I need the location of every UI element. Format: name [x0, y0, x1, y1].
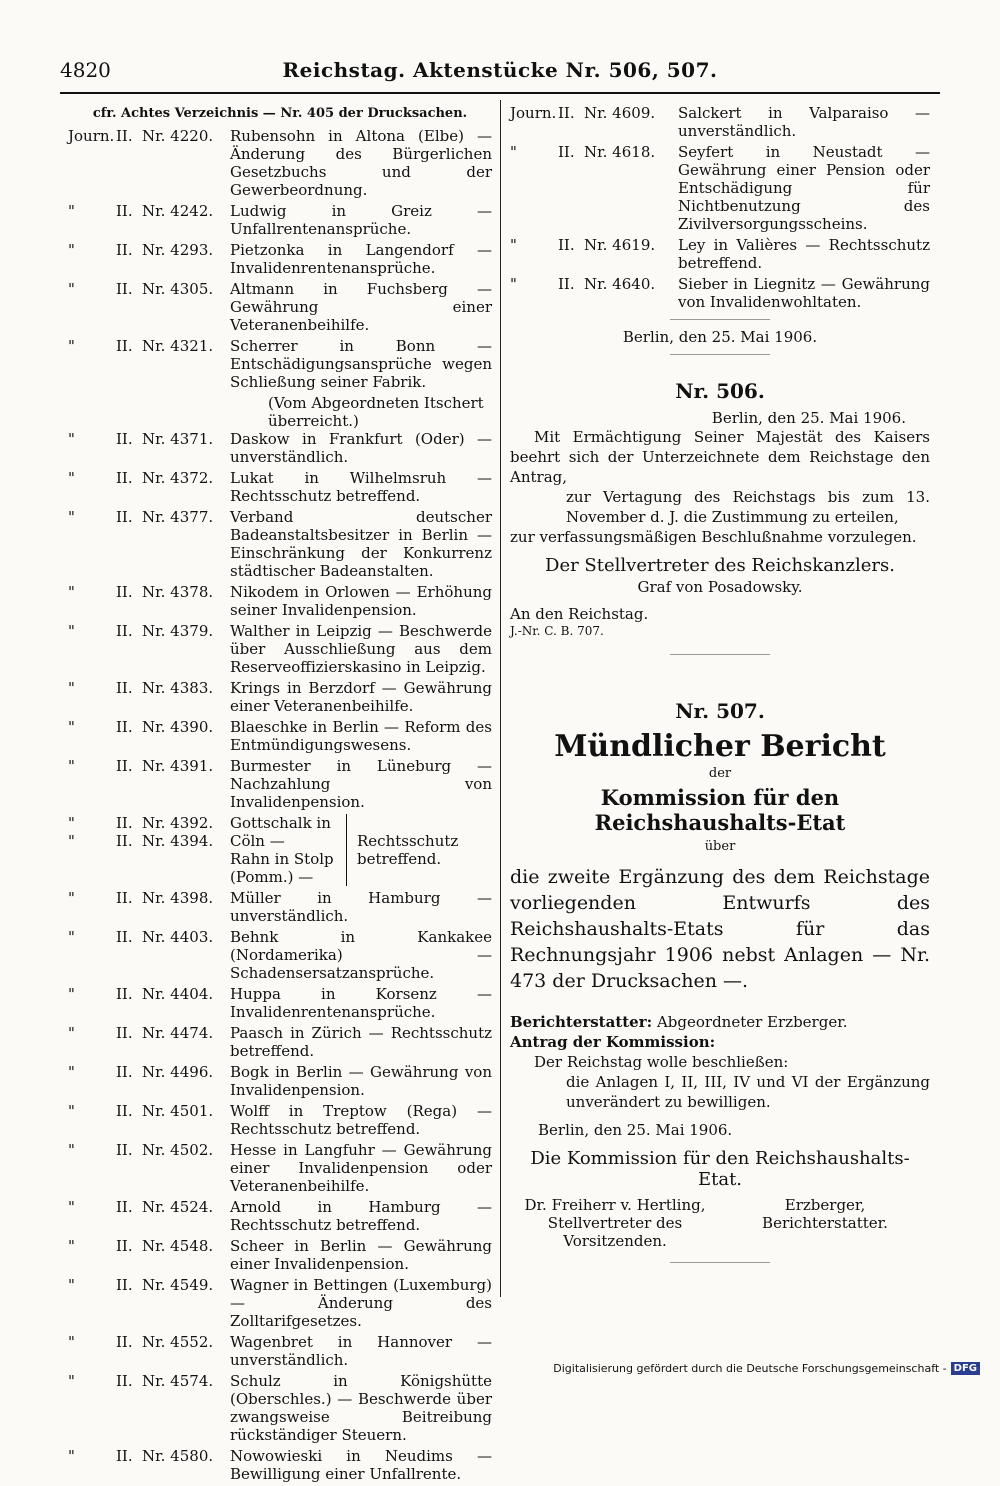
journal-entry [68, 718, 492, 754]
journal-type: II. [116, 1372, 133, 1390]
ditto-mark: " [68, 280, 75, 298]
journal-number: Nr. 4372. [142, 469, 214, 487]
ditto-mark: " [68, 985, 75, 1003]
doc-506-date: Berlin, den 25. Mai 1906. [711, 409, 906, 427]
journal-number: Nr. 4580. [142, 1447, 214, 1465]
ditto-mark: " [68, 832, 75, 850]
footer [553, 1362, 980, 1375]
reporter-name: Abgeordneter Erzberger. [656, 1013, 848, 1031]
journal-type: II. [116, 889, 133, 907]
signature-2 [720, 1196, 930, 1250]
journal-type: II. [116, 1333, 133, 1351]
journal-number: Nr. 4394. [142, 832, 214, 850]
ditto-mark: Journ. [68, 127, 115, 145]
signer-name: Erzberger, [784, 1196, 866, 1214]
journal-entry [68, 202, 492, 238]
ditto-mark: " [510, 275, 517, 293]
journal-description: Müller in Hamburg — unverständlich. [230, 889, 492, 925]
dfg-logo-icon: DFG [951, 1362, 980, 1375]
journal-number: Nr. 4501. [142, 1102, 214, 1120]
journal-description: Ley in Valières — Rechtsschutz betreffend. [678, 236, 930, 272]
journal-number: Nr. 4391. [142, 757, 214, 775]
doc-507-date: Berlin, den 25. Mai 1906. [538, 1121, 733, 1139]
bracket-row [68, 814, 230, 832]
petitioner-name: Gottschalk in Cöln — [230, 814, 331, 850]
doc-507-signatures [510, 1196, 930, 1250]
journal-entry [68, 1063, 492, 1099]
journal-description: Hesse in Langfuhr — Gewährung einer Invalidenpension oder Veteranenbeihilfe. [230, 1141, 492, 1195]
journal-entry [68, 241, 492, 277]
journal-description: Nikodem in Orlowen — Erhöhung seiner Invalidenpension. [230, 583, 492, 619]
journal-number: Nr. 4618. [584, 143, 656, 161]
journal-type: II. [116, 1237, 133, 1255]
journal-type: II. [558, 104, 575, 122]
journal-entry [68, 679, 492, 715]
journal-description: Lukat in Wilhelmsruh — Rechtsschutz betreffend. [230, 469, 492, 505]
journal-entry [68, 985, 492, 1021]
doc-506-heading: Nr. 506. [675, 379, 765, 403]
ditto-mark: " [68, 583, 75, 601]
journal-number: Nr. 4524. [142, 1198, 214, 1216]
journal-number: Nr. 4404. [142, 985, 214, 1003]
ditto-mark: " [68, 889, 75, 907]
ditto-mark: " [68, 1141, 75, 1159]
ditto-mark: " [68, 679, 75, 697]
doc-507-heading: Nr. 507. [675, 699, 765, 723]
journal-entry [68, 1102, 492, 1138]
doc-506-para2: zur verfassungsmäßigen Beschlußnahme vorzulegen. [510, 528, 917, 546]
journal-type: II. [116, 202, 133, 220]
doc-507-reporter [510, 1012, 930, 1032]
journal-entry [510, 236, 930, 272]
ditto-mark: " [68, 622, 75, 640]
ditto-mark: " [510, 143, 517, 161]
journal-type: II. [116, 622, 133, 640]
signer-role: Stellvertreter des Vorsitzenden. [547, 1214, 683, 1250]
journal-type: II. [116, 718, 133, 736]
journal-description: Krings in Berzdorf — Gewährung einer Veteranenbeihilfe. [230, 679, 492, 715]
journal-type: II. [116, 1102, 133, 1120]
right-column [510, 104, 930, 1271]
journal-number: Nr. 4383. [142, 679, 214, 697]
journal-description: Wolff in Treptow (Rega) — Rechtsschutz betreffend. [230, 1102, 492, 1138]
journal-type: II. [116, 127, 133, 145]
journal-type: II. [116, 928, 133, 946]
journal-description: Seyfert in Neustadt — Gewährung einer Pension oder Entschädigung für Nichtbenutzung des Zivilversorgungsscheins. [678, 143, 930, 233]
ditto-mark: " [68, 337, 75, 355]
journal-entry [68, 889, 492, 925]
journal-entry [68, 928, 492, 982]
journal-entry [510, 143, 930, 233]
journal-description: Paasch in Zürich — Rechtsschutz betreffend. [230, 1024, 492, 1060]
journal-type: II. [558, 236, 575, 254]
ditto-mark: " [68, 1198, 75, 1216]
ditto-mark: " [68, 469, 75, 487]
journal-number: Nr. 4242. [142, 202, 214, 220]
doc-507-title: Mündlicher Bericht [554, 729, 886, 764]
doc-506-ref: J.-Nr. C. B. 707. [510, 624, 604, 638]
journal-description: Schulz in Königshütte (Oberschles.) — Beschwerde über zwangsweise Beitreibung rückständiger Steuern. [230, 1372, 492, 1444]
journal-list-1 [68, 127, 492, 811]
journal-description: Blaeschke in Berlin — Reform des Entmündigungswesens. [230, 718, 492, 754]
ditto-mark: " [68, 928, 75, 946]
journal-number: Nr. 4619. [584, 236, 656, 254]
ditto-mark: " [68, 1372, 75, 1390]
doc-506-para: Mit Ermächtigung Seiner Majestät des Kaisers beehrt sich der Unterzeichnete dem Reichstage den Antrag, [510, 428, 930, 486]
ditto-mark: " [68, 814, 75, 832]
journal-description: Daskow in Frankfurt (Oder) — unverständlich. [230, 430, 492, 466]
journal-description: Altmann in Fuchsberg — Gewährung einer Veteranenbeihilfe. [230, 280, 492, 334]
journal-number: Nr. 4398. [142, 889, 214, 907]
journal-type: II. [116, 1141, 133, 1159]
journal-type: II. [116, 583, 133, 601]
ditto-mark: " [68, 241, 75, 259]
page-header [60, 58, 940, 88]
entry-note: (Vom Abgeordneten Itschert überreicht.) [268, 394, 484, 430]
journal-type: II. [116, 985, 133, 1003]
journal-entry [68, 583, 492, 619]
journal-type: II. [116, 469, 133, 487]
journal-type: II. [116, 1063, 133, 1081]
ditto-mark: " [510, 236, 517, 254]
journal-number: Nr. 4378. [142, 583, 214, 601]
journal-description: Walther in Leipzig — Beschwerde über Ausschließung aus dem Reserveoffizierskasino in Leipzig. [230, 622, 492, 676]
journal-number: Nr. 4293. [142, 241, 214, 259]
petitioner-name: Rahn in Stolp (Pomm.) — [230, 850, 334, 886]
journal-type: II. [116, 1024, 133, 1042]
journal-entry [510, 104, 930, 140]
ditto-mark: " [68, 1102, 75, 1120]
header-rule [60, 92, 940, 94]
journal-description: Scherrer in Bonn — Entschädigungsansprüche wegen Schließung seiner Fabrik. [230, 337, 492, 391]
journal-entry [68, 430, 492, 466]
journal-entry [68, 1024, 492, 1060]
running-title: Reichstag. Aktenstücke Nr. 506, 507. [282, 58, 718, 82]
doc-507-motion-label: Antrag der Kommission: [510, 1033, 716, 1051]
journal-description: Pietzonka in Langendorf — Invalidenrentenansprüche. [230, 241, 492, 277]
journal-number: Nr. 4574. [142, 1372, 214, 1390]
journal-number: Nr. 4403. [142, 928, 214, 946]
journal-type: II. [116, 430, 133, 448]
doc-506-signer-title: Der Stellvertreter des Reichskanzlers. [545, 555, 895, 576]
signature-1 [510, 1196, 720, 1250]
ditto-mark: " [68, 1063, 75, 1081]
journal-type: II. [116, 832, 133, 850]
date-line: Berlin, den 25. Mai 1906. [622, 328, 818, 346]
journal-type: II. [116, 679, 133, 697]
journal-number: Nr. 4549. [142, 1276, 214, 1294]
journal-number: Nr. 4392. [142, 814, 214, 832]
separator [670, 319, 770, 320]
journal-description: Rubensohn in Altona (Elbe) — Änderung des Bürgerlichen Gesetzbuchs und der Gewerbeordnung. [230, 127, 492, 199]
ditto-mark: " [68, 1333, 75, 1351]
journal-number: Nr. 4220. [142, 127, 214, 145]
ditto-mark: " [68, 430, 75, 448]
bracket-row [68, 832, 230, 850]
journal-entry [68, 1237, 492, 1273]
journal-entry [68, 1141, 492, 1195]
bracket-names [230, 814, 347, 886]
ditto-mark: Journ. [510, 104, 557, 122]
journal-type: II. [116, 280, 133, 298]
journal-type: II. [558, 275, 575, 293]
doc-506-signer-name: Graf von Posadowsky. [637, 578, 803, 596]
bracket-group [68, 814, 492, 886]
bracket-subject: Rechtsschutz betreffend. [357, 832, 459, 868]
journal-description: Burmester in Lüneburg — Nachzahlung von Invalidenpension. [230, 757, 492, 811]
journal-entry [68, 469, 492, 505]
journal-description: Ludwig in Greiz — Unfallrentenansprüche. [230, 202, 492, 238]
journal-description: Wagner in Bettingen (Luxemburg) — Änderung des Zolltarifgesetzes. [230, 1276, 492, 1330]
journal-number: Nr. 4502. [142, 1141, 214, 1159]
journal-entry [68, 280, 492, 334]
journal-number: Nr. 4552. [142, 1333, 214, 1351]
journal-type: II. [116, 1198, 133, 1216]
column-divider [500, 100, 501, 1297]
ditto-mark: " [68, 1024, 75, 1042]
journal-list-2 [68, 889, 492, 1483]
doc-507-motion-intro: Der Reichstag wolle beschließen: [534, 1053, 789, 1071]
journal-number: Nr. 4640. [584, 275, 656, 293]
journal-description: Wagenbret in Hannover — unverständlich. [230, 1333, 492, 1369]
journal-type: II. [116, 1276, 133, 1294]
journal-entry [68, 508, 492, 580]
journal-description: Verband deutscher Badeanstaltsbesitzer in Berlin — Einschränkung der Konkurrenz städtischer Badeanstalten. [230, 508, 492, 580]
journal-description: Nowowieski in Neudims — Bewilligung einer Unfallrente. [230, 1447, 492, 1483]
journal-description: Behnk in Kankakee (Nordamerika) — Schadensersatzansprüche. [230, 928, 492, 982]
journal-number: Nr. 4321. [142, 337, 214, 355]
ditto-mark: " [68, 757, 75, 775]
left-heading: cfr. Achtes Verzeichnis — Nr. 405 der Drucksachen. [92, 106, 468, 121]
journal-entry [68, 622, 492, 676]
journal-number: Nr. 4390. [142, 718, 214, 736]
page-number: 4820 [60, 58, 111, 82]
journal-description: Scheer in Berlin — Gewährung einer Invalidenpension. [230, 1237, 492, 1273]
ditto-mark: " [68, 1276, 75, 1294]
reporter-label: Berichterstatter: [510, 1013, 653, 1031]
journal-number: Nr. 4305. [142, 280, 214, 298]
separator [670, 354, 770, 355]
journal-type: II. [116, 757, 133, 775]
journal-number: Nr. 4548. [142, 1237, 214, 1255]
journal-entry [68, 1333, 492, 1369]
journal-number: Nr. 4609. [584, 104, 656, 122]
doc-507-motion-text: die Anlagen I, II, III, IV und VI der Ergänzung unverändert zu bewilligen. [566, 1073, 930, 1111]
journal-description: Salckert in Valparaiso — unverständlich. [678, 104, 930, 140]
doc-507-der: der [708, 766, 732, 781]
left-column [68, 104, 492, 1486]
doc-506-motion: zur Vertagung des Reichstags bis zum 13. November d. J. die Zustimmung zu erteilen, [566, 488, 930, 526]
journal-type: II. [116, 814, 133, 832]
journal-entry [68, 1447, 492, 1483]
footer-text: Digitalisierung gefördert durch die Deutsche Forschungsgemeinschaft - [553, 1362, 947, 1375]
signer-role: Berichterstatter. [762, 1214, 888, 1232]
journal-type: II. [116, 1447, 133, 1465]
journal-type: II. [116, 337, 133, 355]
ditto-mark: " [68, 202, 75, 220]
journal-entry [68, 1198, 492, 1234]
journal-number: Nr. 4496. [142, 1063, 214, 1081]
journal-description: Arnold in Hamburg — Rechtsschutz betreffend. [230, 1198, 492, 1234]
separator [670, 654, 770, 655]
ditto-mark: " [68, 1237, 75, 1255]
journal-number: Nr. 4371. [142, 430, 214, 448]
journal-entry [68, 1276, 492, 1330]
ditto-mark: " [68, 1447, 75, 1465]
journal-description: Huppa in Korsenz — Invalidenrentenansprüche. [230, 985, 492, 1021]
journal-type: II. [116, 241, 133, 259]
journal-entry [68, 337, 492, 391]
journal-number: Nr. 4377. [142, 508, 214, 526]
ditto-mark: " [68, 718, 75, 736]
journal-type: II. [116, 508, 133, 526]
journal-entry [68, 757, 492, 811]
signer-name: Dr. Freiherr v. Hertling, [524, 1196, 706, 1214]
doc-507-subject: die zweite Ergänzung des dem Reichstage vorliegenden Entwurfs des Reichshaushalts-Etats für das Rechnungsjahr 1906 nebst Anlagen — Nr. 473 der Drucksachen —. [510, 866, 930, 992]
journal-list-right [510, 104, 930, 311]
journal-description: Bogk in Berlin — Gewährung von Invalidenpension. [230, 1063, 492, 1099]
doc-507-ueber: über [704, 839, 736, 854]
doc-507-commission: Kommission für den Reichshaushalts-Etat [594, 785, 846, 835]
journal-type: II. [558, 143, 575, 161]
separator [670, 1262, 770, 1263]
journal-number: Nr. 4379. [142, 622, 214, 640]
doc-507-commission-sig: Die Kommission für den Reichshaushalts-Etat. [530, 1148, 910, 1190]
journal-entry [68, 127, 492, 199]
journal-description: Sieber in Liegnitz — Gewährung von Invalidenwohltaten. [678, 275, 930, 311]
journal-number: Nr. 4474. [142, 1024, 214, 1042]
doc-506-addressee: An den Reichstag. [510, 605, 649, 623]
ditto-mark: " [68, 508, 75, 526]
journal-entry [510, 275, 930, 311]
bracket-numbers [68, 814, 230, 886]
